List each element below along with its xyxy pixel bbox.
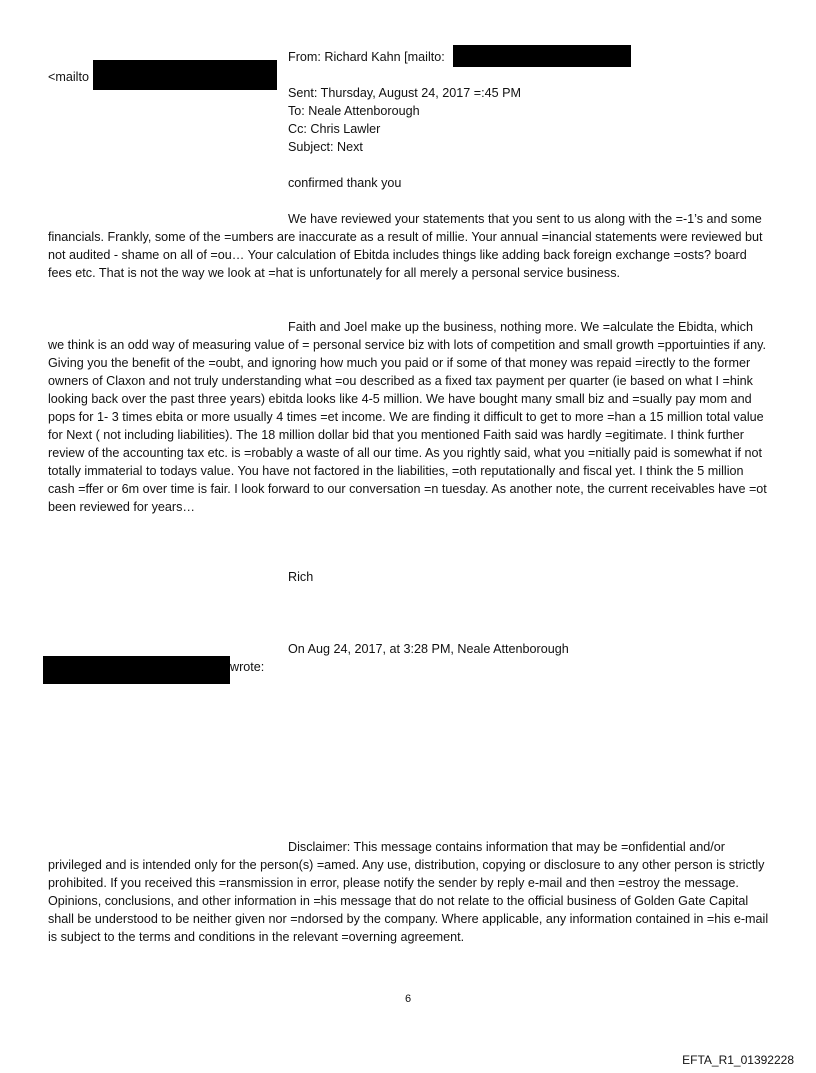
document-id: EFTA_R1_01392228 (682, 1053, 794, 1067)
redacted-email-from (453, 45, 631, 67)
redacted-mailto (93, 60, 277, 90)
cc-line: Cc: Chris Lawler (288, 122, 381, 136)
subject-line: Subject: Next (288, 140, 363, 154)
quote-on-line: On Aug 24, 2017, at 3:28 PM, Neale Attenborough (288, 642, 569, 656)
confirm-line: confirmed thank you (288, 176, 402, 190)
body-paragraph-1: We have reviewed your statements that you sent to us along with the =-1’s and some financials. Frankly, some of the =umbers are inaccurate as a result of millie. Your annual =inancial statements were reviewed but not audited - shame on all of =ou… Your calculation of Ebitda includes things like adding back foreign exchange =osts? board fees etc. That is not the way we look at =hat is unfortunately for all merely a personal service business. (48, 212, 763, 280)
redacted-sender-email (43, 656, 230, 684)
disclaimer: Disclaimer: This message contains information that may be =onfidential and/or privileged and is intended only for the person(s) =amed. Any use, distribution, copying or disclosure to any other person is strictly prohibited. If you received this =ransmission in error, please notify the sender by reply e-mail and then =estroy the message. Opinions, conclusions, and other information in =his message that do not relate to the official business of Golden Gate Capital shall be understood to be neither given nor =ndorsed by the company. Where applicable, any information contained in =his e-mail is subject to the terms and conditions in the relevant =overning agreement. (48, 840, 769, 944)
sent-line: Sent: Thursday, August 24, 2017 =:45 PM (288, 86, 522, 100)
mailto-prefix: <mailto (48, 70, 89, 84)
to-line: To: Neale Attenborough (288, 104, 420, 118)
quote-wrote: wrote: (230, 660, 265, 674)
page-number: 6 (404, 993, 412, 1005)
body-paragraph-2: Faith and Joel make up the business, nothing more. We =alculate the Ebidta, which we think is an odd way of measuring value of = personal service biz with lots of competition and small growth =pportuinties if any. Giving you the benefit of the =oubt, and ignoring how much you paid or if some of that money was repaid =irectly to the former owners of Claxon and not truly understanding what =ou described as a fixed tax payment per quarter (ie based on what I =hink looking back over the past three years) ebitda looks like 4-5 million. We have bought many small biz and =sually pay mom and pops for 1- 3 times ebita or more usually 4 times =et income. We are finding it difficult to get to more =han a 15 million total value for Next ( not including liabilities). The 18 million dollar bid that you mentioned Faith said was hardly =egitimate. I think further review of the accounting tax etc. is =robably a waste of all our time. As you rightly said, what you =nitially paid is somewhat if not totally immaterial to todays value. You have not factored in the liabilities, =oth reputationally and fiscal yet. I think the 5 million cash =ffer or 6m over time is fair. I look forward to our conversation =n tuesday. As another note, the current receivables have =ot been reviewed for years… (48, 320, 767, 514)
from-line: From: Richard Kahn [mailto: (288, 50, 445, 64)
signoff: Rich (288, 570, 314, 584)
